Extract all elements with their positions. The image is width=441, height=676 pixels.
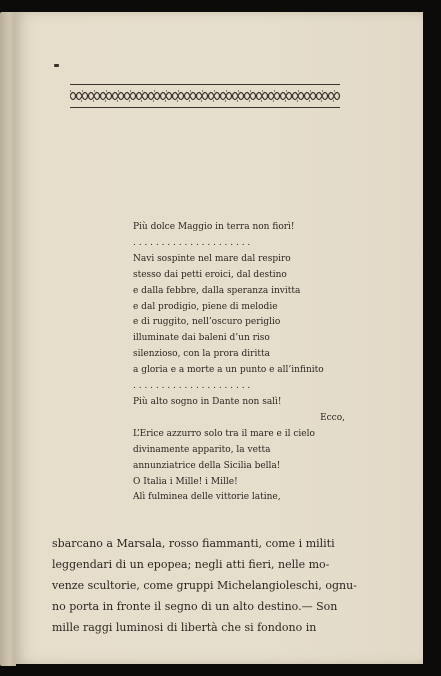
prose-line: sbarcano a Marsala, rosso fiammanti, come i militi <box>52 537 335 550</box>
poem-line: silenzioso, con la prora diritta <box>133 349 270 360</box>
poem-line: Più dolce Maggio in terra non fiorì! <box>133 222 295 232</box>
poem-line: O Italia i Mille! i Mille! <box>133 476 238 487</box>
poem-line: Più alto sogno in Dante non salì! <box>133 396 282 407</box>
poem-line: Alì fulminea delle vittorie latine, <box>133 492 281 503</box>
poem-line: stesso dai petti eroici, dal destino <box>133 269 287 280</box>
poem-line: divinamente apparito, la vetta <box>133 444 271 455</box>
prose-paragraph <box>52 533 372 638</box>
poem-line: a gloria e a morte a un punto e all’infinito <box>133 365 324 376</box>
poem-line: e dalla febbre, dalla speranza invitta <box>133 285 301 296</box>
poem-line: e di ruggito, nell’oscuro periglio <box>133 317 281 328</box>
ink-mark <box>54 64 59 67</box>
poem-line: L’Erice azzurro solo tra il mare e il cielo <box>133 428 315 439</box>
book-page <box>14 12 423 664</box>
poem-stanza <box>133 220 345 506</box>
poem-line: e dal prodigio, piene di melodie <box>133 301 278 312</box>
poem-line: Navi sospinte nel mare dal respiro <box>133 253 291 264</box>
ornament-pattern <box>70 88 340 104</box>
prose-line: leggendari di un epopea; negli atti fieri, nelle mo- <box>52 558 330 571</box>
poem-line: illuminate dai baleni d’un riso <box>133 333 270 344</box>
ellipsis-row: . . . . . . . . . . . . . . . . . . . . . <box>133 237 251 248</box>
poem-line: Ecco, <box>320 412 345 423</box>
prose-line: mille raggi luminosi di libertà che si fondono in <box>52 621 317 634</box>
prose-line: no porta in fronte il segno di un alto destino.— Son <box>52 600 338 613</box>
prose-line: venze scultorie, come gruppi Michelangioleschi, ognu- <box>52 579 357 592</box>
ellipsis-row: . . . . . . . . . . . . . . . . . . . . . <box>133 381 251 392</box>
poem-line: annunziatrice della Sicilia bella! <box>133 460 281 471</box>
ornamental-header-band <box>70 84 340 108</box>
